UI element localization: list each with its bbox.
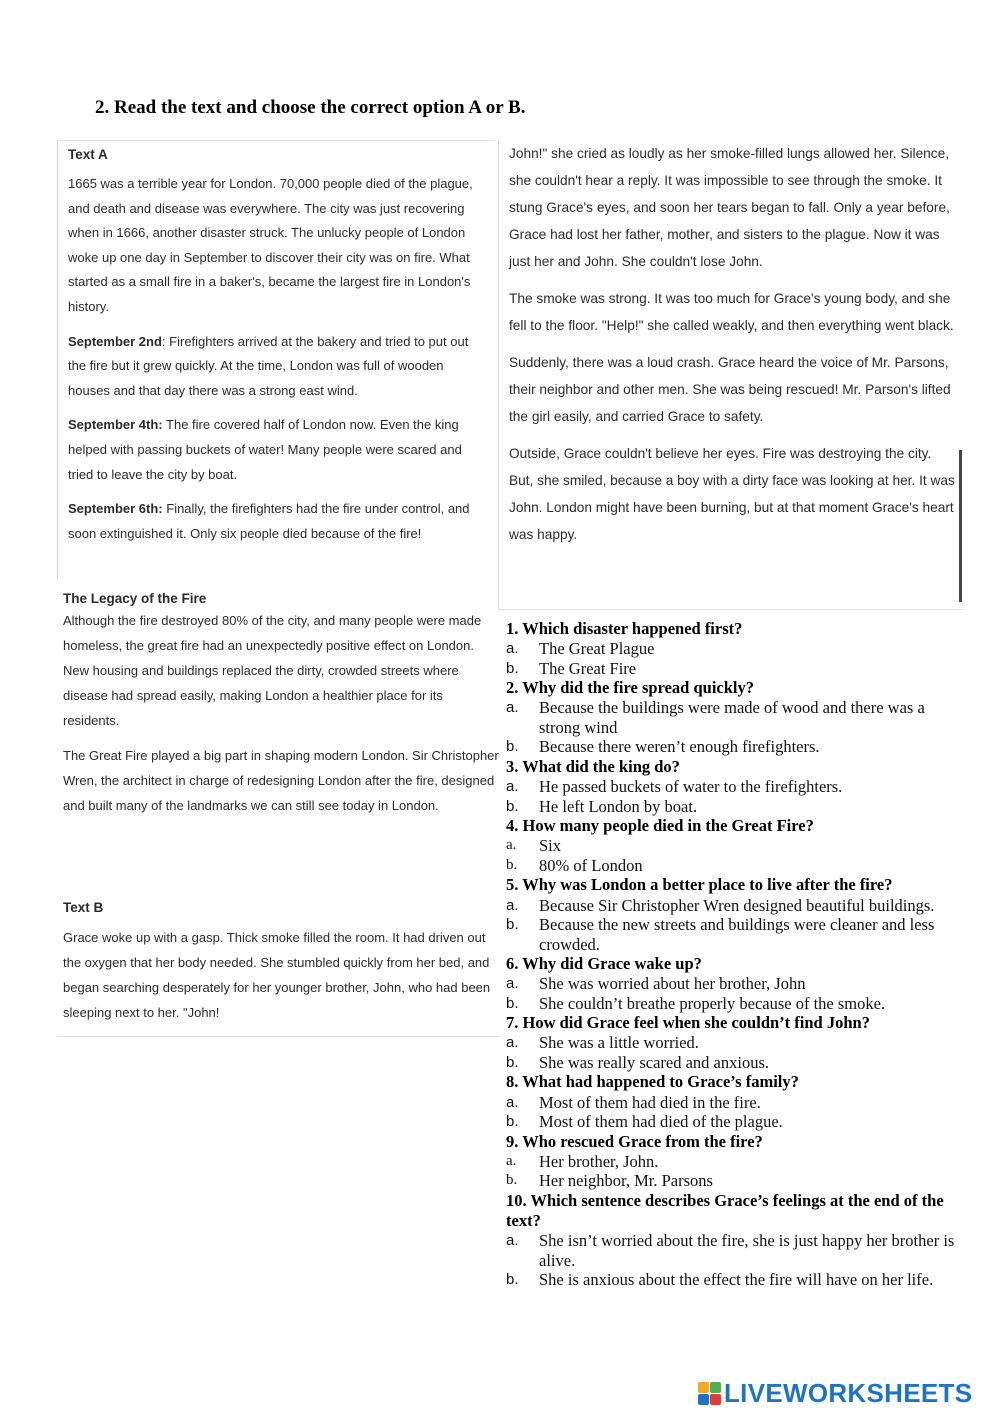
entry-date: September 2nd bbox=[68, 333, 162, 349]
liveworksheets-logo[interactable] bbox=[698, 1376, 972, 1410]
option-text: 80% of London bbox=[539, 855, 643, 875]
entry-date: September 4th: bbox=[68, 417, 163, 433]
legacy-title: The Legacy of the Fire bbox=[63, 591, 207, 606]
answer-option[interactable] bbox=[506, 1093, 956, 1113]
answer-option[interactable] bbox=[506, 1053, 956, 1073]
question: 1. Which disaster happened first? bbox=[506, 619, 743, 638]
option-text: She isn’t worried about the fire, she is just happy her brother is alive. bbox=[539, 1231, 955, 1270]
text-b-paragraph: The smoke was strong. It was too much for Grace's young body, and she fell to the floor. "Help!" she called weakly, and then everything went black. bbox=[509, 291, 954, 333]
option-letter: b. bbox=[506, 856, 518, 873]
text-a-intro: 1665 was a terrible year for London. 70,000 people died of the plague, and death and disease was everywhere. The city was just recovering when in 1666, another disaster struck. The unlucky people of London woke up one day in September to discover their city was on fire. What started as a small fire in a baker's, became the largest fire in London's history. bbox=[68, 176, 473, 314]
option-text: She was worried about her brother, John bbox=[539, 974, 806, 994]
answer-option[interactable] bbox=[506, 1152, 956, 1172]
option-letter: b. bbox=[506, 738, 519, 756]
text-b-title: Text B bbox=[63, 900, 104, 915]
answer-option[interactable] bbox=[506, 797, 956, 817]
logo-icon bbox=[698, 1382, 721, 1405]
answer-option[interactable] bbox=[506, 698, 956, 737]
text-a-entry bbox=[68, 330, 485, 404]
entry-text: Firefighters arrived at the bakery and tried to put out the fire but it grew quickly. At the time, London was full of wooden houses and that day there was a strong east wind. bbox=[68, 333, 469, 398]
option-text: She is anxious about the effect the fire will have on her life. bbox=[539, 1270, 934, 1290]
option-text: She was a little worried. bbox=[539, 1033, 699, 1053]
option-text: She couldn’t breathe properly because of the smoke. bbox=[539, 993, 886, 1013]
logo-square bbox=[710, 1394, 721, 1405]
option-letter: a. bbox=[506, 1093, 519, 1111]
option-letter: b. bbox=[506, 659, 519, 677]
answer-option[interactable] bbox=[506, 737, 956, 757]
option-letter: b. bbox=[506, 797, 519, 815]
text-b-continued-box bbox=[498, 140, 963, 610]
option-text: Her neighbor, Mr. Parsons bbox=[539, 1171, 713, 1191]
legacy-section bbox=[63, 591, 499, 828]
answer-option[interactable] bbox=[506, 974, 956, 994]
option-letter: b. bbox=[506, 1172, 518, 1189]
entry-date: September 6th: bbox=[68, 501, 163, 517]
logo-text: LIVEWORKSHEETS bbox=[724, 1377, 973, 1408]
option-text: He passed buckets of water to the firefighters. bbox=[539, 777, 843, 797]
option-text: Because Sir Christopher Wren designed beautiful buildings. bbox=[539, 895, 935, 915]
option-letter: a. bbox=[506, 975, 519, 993]
option-letter: a. bbox=[506, 837, 517, 854]
option-letter: a. bbox=[506, 778, 519, 796]
option-letter: b. bbox=[506, 1053, 519, 1071]
entry-text: The fire covered half of London now. Even the king helped with passing buckets of water! Many people were scared and tried to leave the city by boat. bbox=[68, 417, 462, 482]
option-letter: a. bbox=[506, 1152, 517, 1169]
option-text: Because the buildings were made of wood and there was a strong wind bbox=[539, 698, 925, 737]
option-letter: a. bbox=[506, 1034, 519, 1052]
divider bbox=[57, 1036, 500, 1037]
option-text: Because there weren’t enough firefighters. bbox=[539, 737, 820, 757]
option-text: Her brother, John. bbox=[539, 1151, 659, 1171]
scrollbar[interactable] bbox=[959, 450, 962, 602]
answer-option[interactable] bbox=[506, 994, 956, 1014]
question: 5. Why was London a better place to live after the fire? bbox=[506, 875, 893, 895]
legacy-paragraph: Although the fire destroyed 80% of the city, and many people were made homeless, the great fire had an unexpectedly positive effect on London. New housing and buildings replaced the dirty, crowded streets where disease had spread easily, making London a healthier place for its residents. bbox=[63, 613, 482, 728]
question: 10. Which sentence describes Grace’s feelings at the end of the text? bbox=[506, 1190, 944, 1231]
answer-option[interactable] bbox=[506, 1033, 956, 1053]
option-text: The Great Plague bbox=[539, 639, 655, 659]
option-text: She was really scared and anxious. bbox=[539, 1052, 770, 1072]
question: 7. How did Grace feel when she couldn’t find John? bbox=[506, 1013, 870, 1033]
answer-option[interactable] bbox=[506, 1231, 956, 1270]
answer-option[interactable] bbox=[506, 659, 956, 679]
option-text: Most of them had died of the plague. bbox=[539, 1112, 783, 1132]
question: 4. How many people died in the Great Fire? bbox=[506, 816, 814, 836]
answer-option[interactable] bbox=[506, 896, 956, 916]
entry-sep: : bbox=[161, 333, 166, 349]
text-b-paragraph: John!" she cried as loudly as her smoke-filled lungs allowed her. Silence, she couldn't hear a reply. It was impossible to see through the smoke. It stung Grace's eyes, and soon her tears began to fall. Only a year before, Grace had lost her father, mother, and sisters to the plague. Now it was just her and John. She couldn't lose John. bbox=[509, 146, 950, 269]
logo-square bbox=[698, 1394, 709, 1405]
text-a-entry bbox=[68, 413, 485, 487]
entry-text: Finally, the firefighters had the fire under control, and soon extinguished it. Only six people died because of the fire! bbox=[68, 501, 470, 541]
option-letter: b. bbox=[506, 1113, 519, 1131]
question: 8. What had happened to Grace’s family? bbox=[506, 1072, 799, 1092]
logo-square bbox=[710, 1382, 721, 1393]
option-text: Because the new streets and buildings were cleaner and less crowded. bbox=[539, 915, 935, 954]
question: 3. What did the king do? bbox=[506, 756, 680, 776]
text-a-box bbox=[57, 140, 495, 580]
answer-option[interactable] bbox=[506, 836, 956, 856]
option-letter: b. bbox=[506, 916, 519, 934]
answer-option[interactable] bbox=[506, 1171, 956, 1191]
legacy-paragraph: The Great Fire played a big part in shaping modern London. Sir Christopher Wren, the architect in charge of redesigning London after the fire, designed and built many of the landmarks we can still see today in London. bbox=[63, 748, 499, 813]
question: 9. Who rescued Grace from the fire? bbox=[506, 1131, 763, 1151]
option-text: Six bbox=[539, 836, 562, 856]
text-b-paragraph: Outside, Grace couldn't believe her eyes. Fire was destroying the city. But, she smiled, because a boy with a dirty face was looking at her. It was John. London might have been burning, but at that moment Grace's heart was happy. bbox=[509, 446, 955, 542]
answer-option[interactable] bbox=[506, 915, 956, 954]
option-text: He left London by boat. bbox=[539, 796, 698, 816]
option-letter: a. bbox=[506, 1232, 519, 1250]
answer-option[interactable] bbox=[506, 777, 956, 797]
text-a-title: Text A bbox=[68, 147, 108, 162]
text-b-paragraph: Grace woke up with a gasp. Thick smoke filled the room. It had driven out the oxygen that her body needed. She stumbled quickly from her bed, and began searching desperately for her younger brother, John, who had been sleeping next to her. "John! bbox=[63, 930, 491, 1020]
question: 2. Why did the fire spread quickly? bbox=[506, 678, 755, 698]
question: 6. Why did Grace wake up? bbox=[506, 954, 702, 974]
answer-option[interactable] bbox=[506, 1270, 956, 1290]
option-letter: a. bbox=[506, 640, 519, 658]
logo-square bbox=[698, 1382, 709, 1393]
option-letter: a. bbox=[506, 699, 519, 717]
option-text: Most of them had died in the fire. bbox=[539, 1092, 761, 1112]
option-letter: b. bbox=[506, 994, 519, 1012]
answer-option[interactable] bbox=[506, 856, 956, 876]
text-b-paragraph: Suddenly, there was a loud crash. Grace heard the voice of Mr. Parsons, their neighbor and other men. She was being rescued! Mr. Parson's lifted the girl easily, and carried Grace to safety. bbox=[509, 355, 951, 424]
option-letter: a. bbox=[506, 896, 519, 914]
option-letter: b. bbox=[506, 1271, 519, 1289]
option-text: The Great Fire bbox=[539, 658, 637, 678]
text-b-section bbox=[63, 900, 499, 1025]
questions-list bbox=[506, 619, 956, 1290]
answer-option[interactable] bbox=[506, 1112, 956, 1132]
exercise-heading: 2. Read the text and choose the correct option A or B. bbox=[95, 97, 526, 118]
answer-option[interactable] bbox=[506, 639, 956, 659]
text-a-entry bbox=[68, 497, 485, 546]
